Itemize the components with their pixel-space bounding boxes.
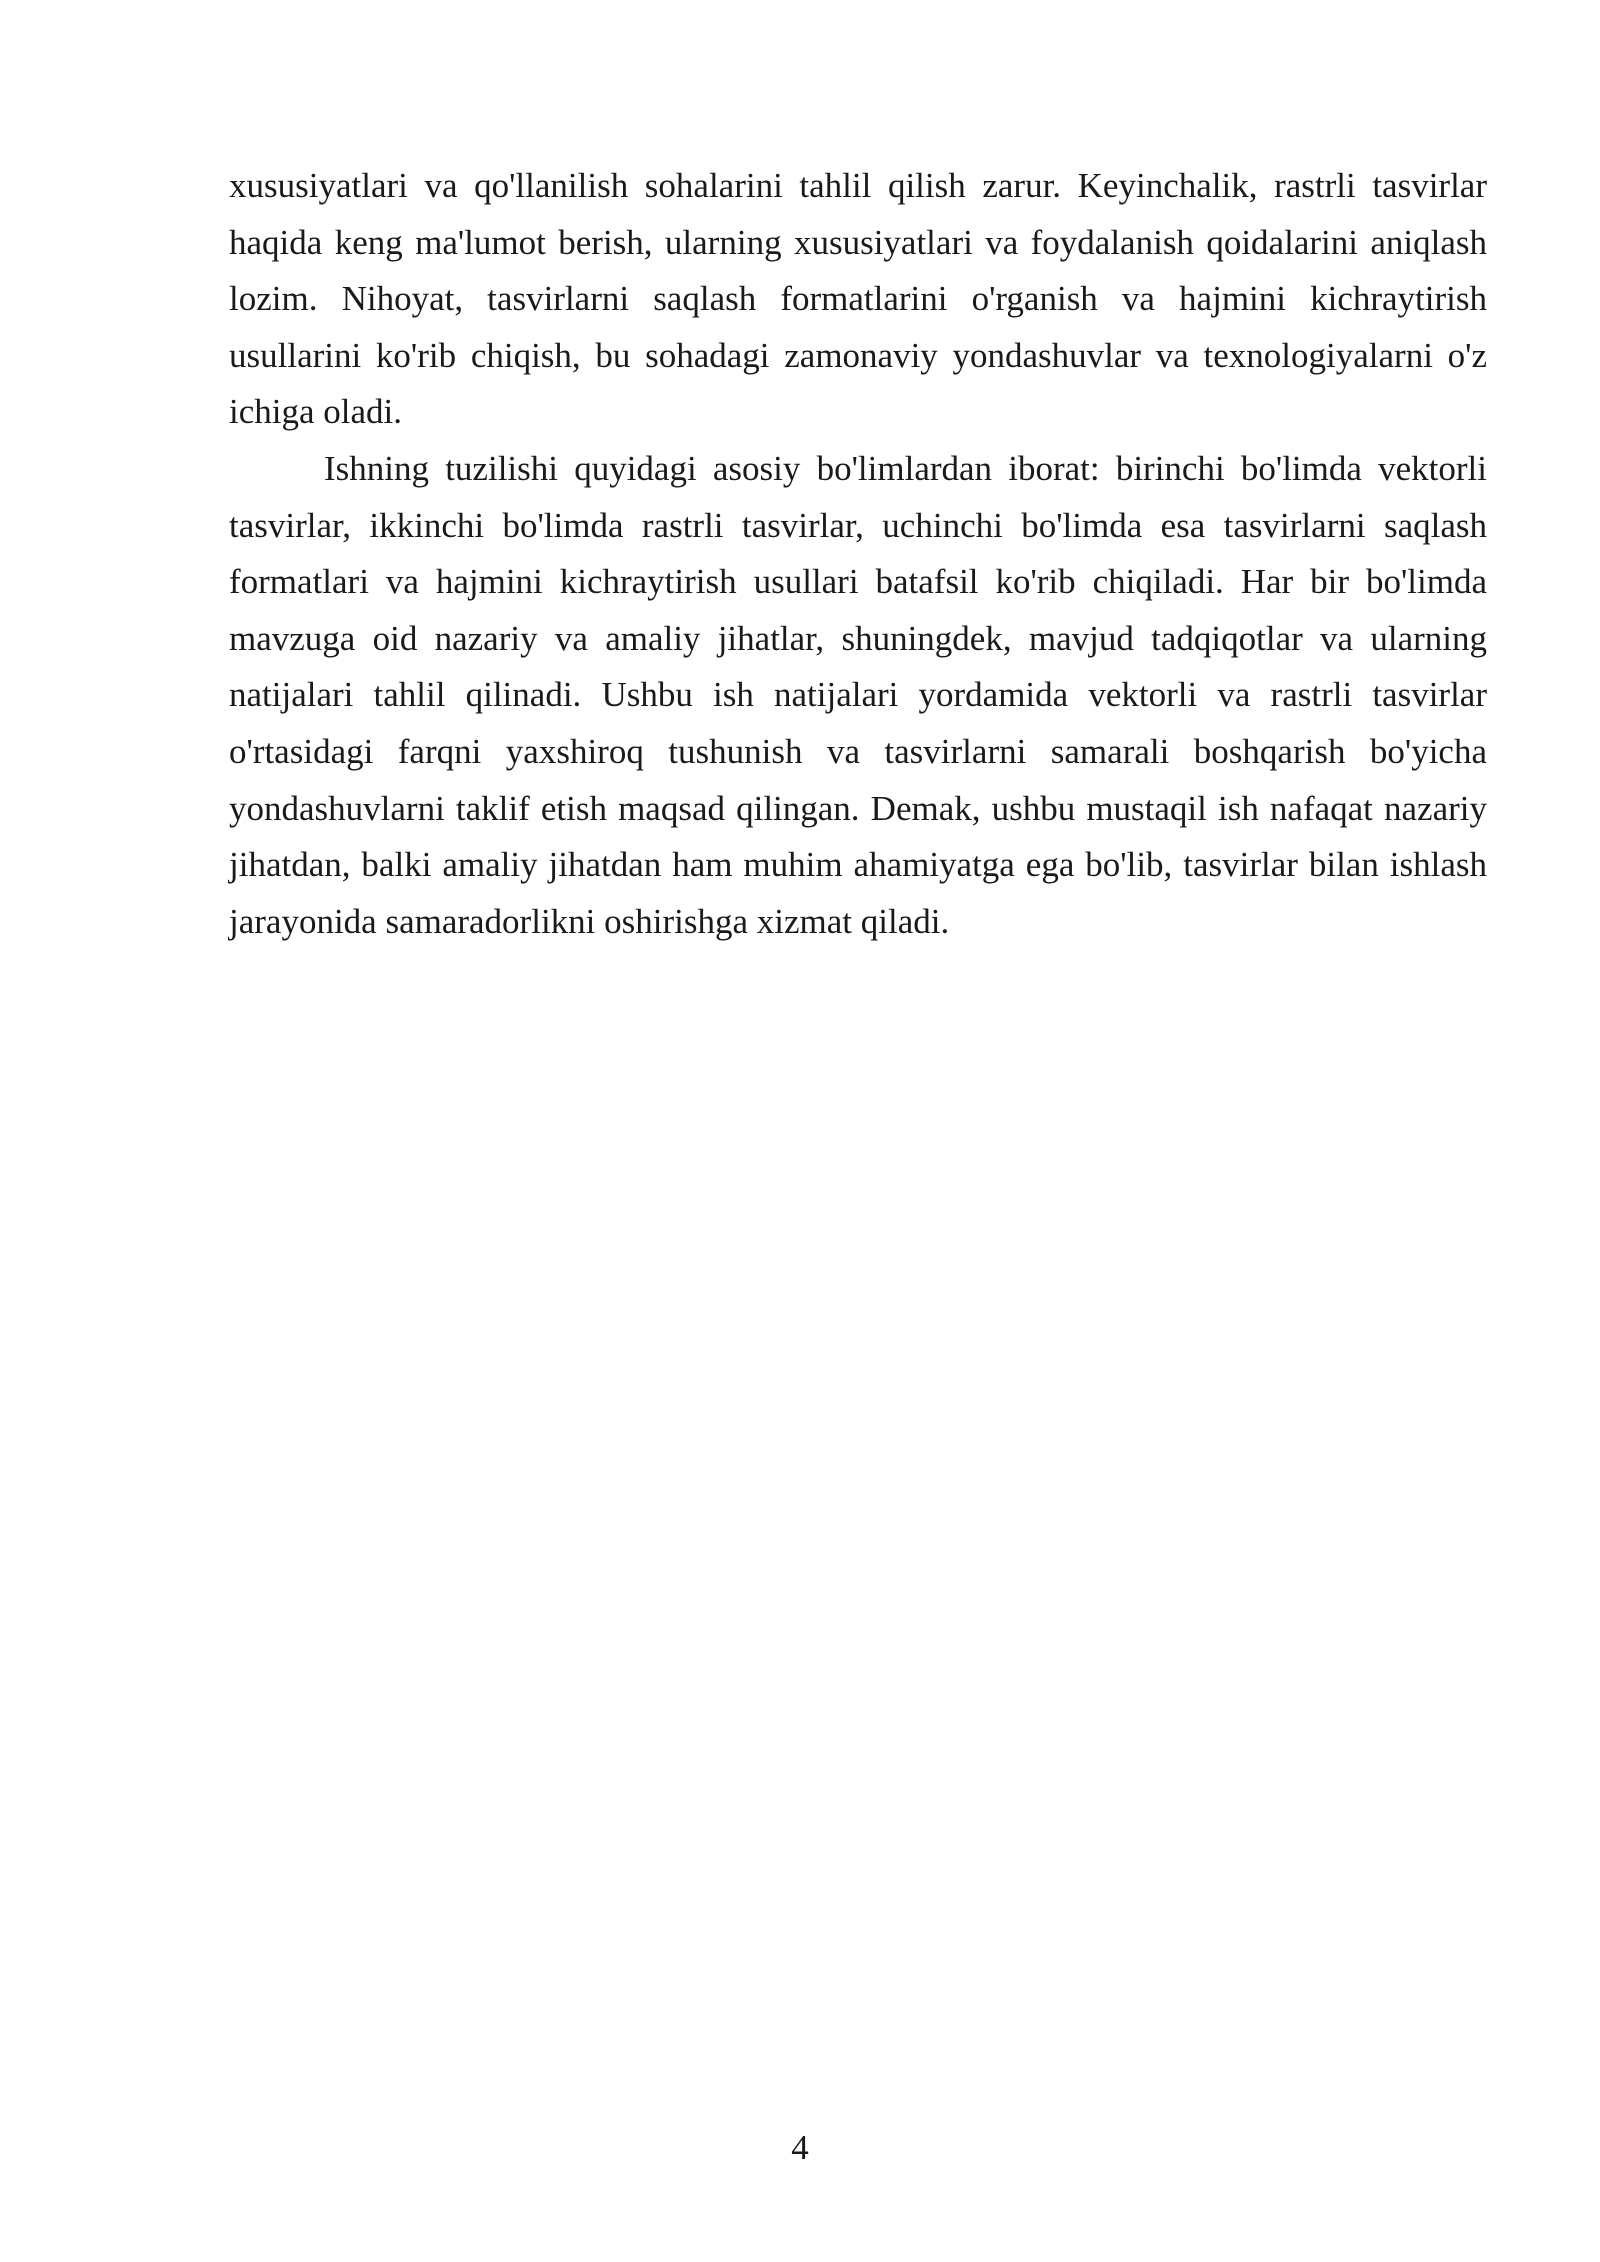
paragraph-continuation: xususiyatlari va qo'llanilish sohalarini tahlil qilish zarur. Keyinchalik, rastrli tasvirlar haqida keng ma'lumot berish, ularning xususiyatlari va foydalanish qoidalarini aniqlash lozim. Nihoyat, tasvirlarni saqlash formatlarini o'rganish va hajmini kichraytirish usullarini ko'rib chiqish, bu sohadagi zamonaviy yondashuvlar va texnologiyalarni o'z ichiga oladi. (229, 166, 1487, 432)
text-body (229, 158, 1487, 950)
page-number: 4 (791, 2128, 809, 2167)
paragraph-structure: Ishning tuzilishi quyidagi asosiy bo'limlardan iborat: birinchi bo'limda vektorli tasvirlar, ikkinchi bo'limda rastrli tasvirlar, uchinchi bo'limda esa tasvirlarni saqlash formatlari va hajmini kichraytirish usullari batafsil ko'rib chiqiladi. Har bir bo'limda mavzuga oid nazariy va amaliy jihatlar, shuningdek, mavjud tadqiqotlar va ularning natijalari tahlil qilinadi. Ushbu ish natijalari yordamida vektorli va rastrli tasvirlar o'rtasidagi farqni yaxshiroq tushunish va tasvirlarni samarali boshqarish bo'yicha yondashuvlarni taklif etish maqsad qilingan. Demak, ushbu mustaqil ish nafaqat nazariy jihatdan, balki amaliy jihatdan ham muhim ahamiyatga ega bo'lib, tasvirlar bilan ishlash jarayonida samaradorlikni oshirishga xizmat qiladi. (229, 448, 1487, 941)
